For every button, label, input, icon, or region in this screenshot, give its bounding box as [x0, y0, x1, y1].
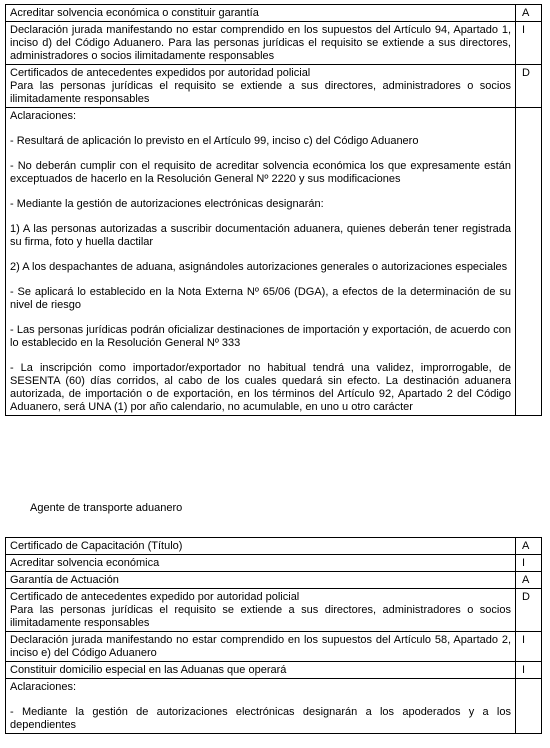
notes-cell	[6, 679, 516, 734]
requirement-code: I	[516, 632, 542, 662]
requirement-text: Certificado de Capacitación (Título)	[6, 538, 516, 555]
table-row	[6, 662, 542, 679]
note-item: - Mediante la gestión de autorizaciones electrónicas designarán:	[10, 198, 324, 210]
table-row	[6, 22, 542, 65]
table-row	[6, 589, 542, 632]
requirement-text: Acreditar solvencia económica	[6, 555, 516, 572]
requirements-table-1	[5, 4, 542, 416]
empty-code-cell	[516, 108, 542, 416]
empty-code-cell	[516, 679, 542, 734]
note-item: 1) A las personas autorizadas a suscribir documentación aduanera, quienes deberán tener registrada su firma, foto y huella dactilar	[10, 223, 511, 248]
note-item: - Resultará de aplicación lo previsto en el Artículo 99, inciso c) del Código Aduanero	[10, 135, 419, 147]
requirement-code: A	[516, 5, 542, 22]
note-item: 2) A los despachantes de aduana, asignándoles autorizaciones generales o autorizaciones especiales	[10, 261, 508, 273]
table-row	[6, 632, 542, 662]
requirement-text: Garantía de Actuación	[6, 572, 516, 589]
note-item: - No deberán cumplir con el requisito de acreditar solvencia económica los que expresamente están exceptuados de hacerlo en la Resolución General Nº 2220 y sus modificaciones	[10, 160, 511, 185]
requirement-text: Certificados de antecedentes expedidos por autoridad policial Para las personas jurídicas el requisito se extiende a sus directores, administradores o socios ilimitadamente responsables	[6, 65, 516, 108]
requirement-text: Certificado de antecedentes expedido por autoridad policial Para las personas jurídicas el requisito se extiende a sus directores, administradores o socios ilimitadamente responsables	[6, 589, 516, 632]
note-item: - Las personas jurídicas podrán oficializar destinaciones de importación y exportación, de acuerdo con lo establecido en la Resolución General Nº 333	[10, 324, 511, 349]
note-item: - Se aplicará lo establecido en la Nota Externa Nº 65/06 (DGA), a efectos de la determinación de su nivel de riesgo	[10, 286, 511, 311]
requirement-text: Declaración jurada manifestando no estar comprendido en los supuestos del Artículo 94, Apartado 1, inciso d) del Código Aduanero. Para las personas jurídicas el requisito se extiende a sus directores, administradores o socios ilimitadamente responsables	[6, 22, 516, 65]
requirement-text: Declaración jurada manifestando no estar comprendido en los supuestos del Artículo 58, Apartado 2, inciso e) del Código Aduanero	[6, 632, 516, 662]
notes-title: Aclaraciones:	[10, 681, 77, 693]
requirement-code: A	[516, 572, 542, 589]
table-row	[6, 538, 542, 555]
requirement-code: I	[516, 662, 542, 679]
requirement-code: I	[516, 555, 542, 572]
table-row-notes	[6, 679, 542, 734]
notes-title: Aclaraciones:	[10, 110, 77, 122]
table-row	[6, 572, 542, 589]
table-row-notes	[6, 108, 542, 416]
note-item: - La inscripción como importador/exportador no habitual tendrá una validez, improrrogable, de SESENTA (60) días corridos, al cabo de los cuales quedará sin efecto. La destinación aduanera autorizada, de importación o de exportación, en los términos del Artículo 92, Apartado 2 del Código Aduanero, será UNA (1) por año calendario, no acumulable, en uno u otro carácter	[10, 362, 511, 413]
requirement-code: D	[516, 65, 542, 108]
requirement-text: Acreditar solvencia económica o constituir garantía	[6, 5, 516, 22]
requirement-code: A	[516, 538, 542, 555]
requirement-code: D	[516, 589, 542, 632]
table-row	[6, 5, 542, 22]
table-row	[6, 65, 542, 108]
table-row	[6, 555, 542, 572]
note-item: - Mediante la gestión de autorizaciones electrónicas designarán a los apoderados y a los dependientes	[10, 706, 511, 731]
notes-cell	[6, 108, 516, 416]
requirement-text: Constituir domicilio especial en las Aduanas que operará	[6, 662, 516, 679]
requirement-code: I	[516, 22, 542, 65]
requirements-table-2	[5, 537, 542, 734]
section-heading: Agente de transporte aduanero	[30, 502, 183, 514]
